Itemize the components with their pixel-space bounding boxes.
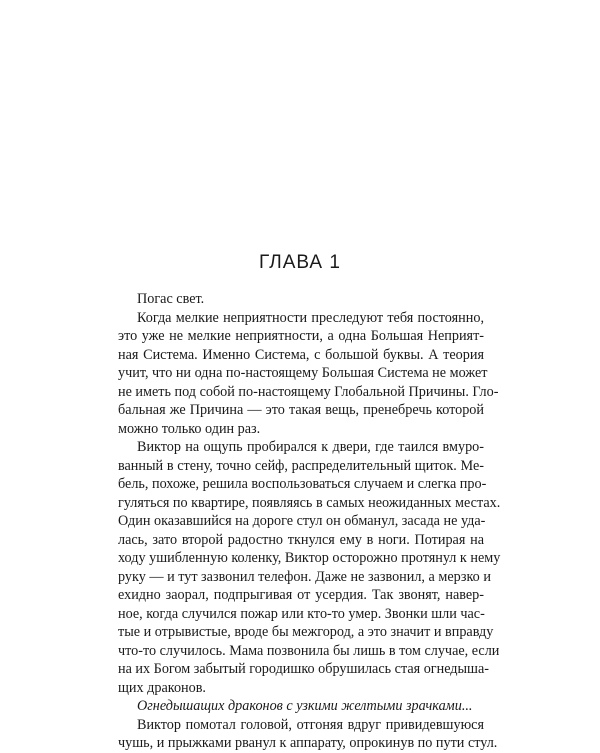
text-line: что-то случилось. Мама позвонила бы лишь в том случае, если bbox=[118, 642, 500, 659]
text-line: можно только один раз. bbox=[118, 420, 261, 437]
text-line: ная Система. Именно Система, с большой буквы. А теория bbox=[118, 346, 484, 363]
text-line: Огнедышащих драконов с узкими желтыми зрачками... bbox=[137, 698, 473, 714]
text-line: руку — и тут зазвонил телефон. Даже не зазвонил, а мерзко и bbox=[118, 568, 491, 585]
body-text bbox=[118, 290, 501, 753]
text-line: ходу ушибленную коленку, Виктор осторожно протянул к нему bbox=[118, 550, 501, 566]
text-line: Погас свет. bbox=[137, 291, 205, 307]
text-line: Один оказавшийся на дороге стул он обманул, засада не уда- bbox=[118, 513, 486, 529]
text-line: Виктор на ощупь пробирался к двери, где таился вмуро- bbox=[137, 439, 484, 455]
text-line: не иметь под собой по-настоящему Глобальной Причины. Гло- bbox=[118, 383, 499, 400]
text-line: ванный в стену, точно сейф, распределительный щиток. Ме- bbox=[118, 457, 484, 474]
text-line: Когда мелкие неприятности преследуют тебя постоянно, bbox=[137, 309, 484, 326]
text-line: ное, когда случился пожар или кто-то умер. Звонки шли час- bbox=[118, 605, 485, 622]
chapter-title: ГЛАВА 1 bbox=[259, 252, 341, 273]
text-line: щих драконов. bbox=[118, 679, 206, 696]
text-line: лась, зато второй радостно ткнулся ему в ноги. Потирая на bbox=[118, 531, 484, 548]
text-line: это уже не мелкие неприятности, а одна Большая Неприят- bbox=[118, 328, 484, 344]
text-line: гуляться по квартире, появляясь в самых неожиданных местах. bbox=[118, 494, 501, 511]
text-line: учит, что ни одна по-настоящему Большая Система не может bbox=[118, 365, 488, 381]
text-line: тые и отрывистые, вроде бы межгород, а это значит и вправду bbox=[118, 624, 494, 640]
text-line: чушь, и прыжками рванул к аппарату, опрокинув по пути стул. bbox=[118, 735, 498, 751]
text-line: Виктор помотал головой, отгоняя вдруг привидевшуюся bbox=[137, 716, 484, 733]
text-line: на их Богом забытый городишко обрушилась стая огнедыша- bbox=[118, 661, 490, 677]
text-line: бальная же Причина — это такая вещь, пренебречь которой bbox=[118, 402, 484, 418]
text-line: ехидно заорал, подпрыгивая от усердия. Так звонят, навер- bbox=[118, 587, 484, 603]
text-line: бель, похоже, решила воспользоваться случаем и слегка про- bbox=[118, 476, 487, 492]
